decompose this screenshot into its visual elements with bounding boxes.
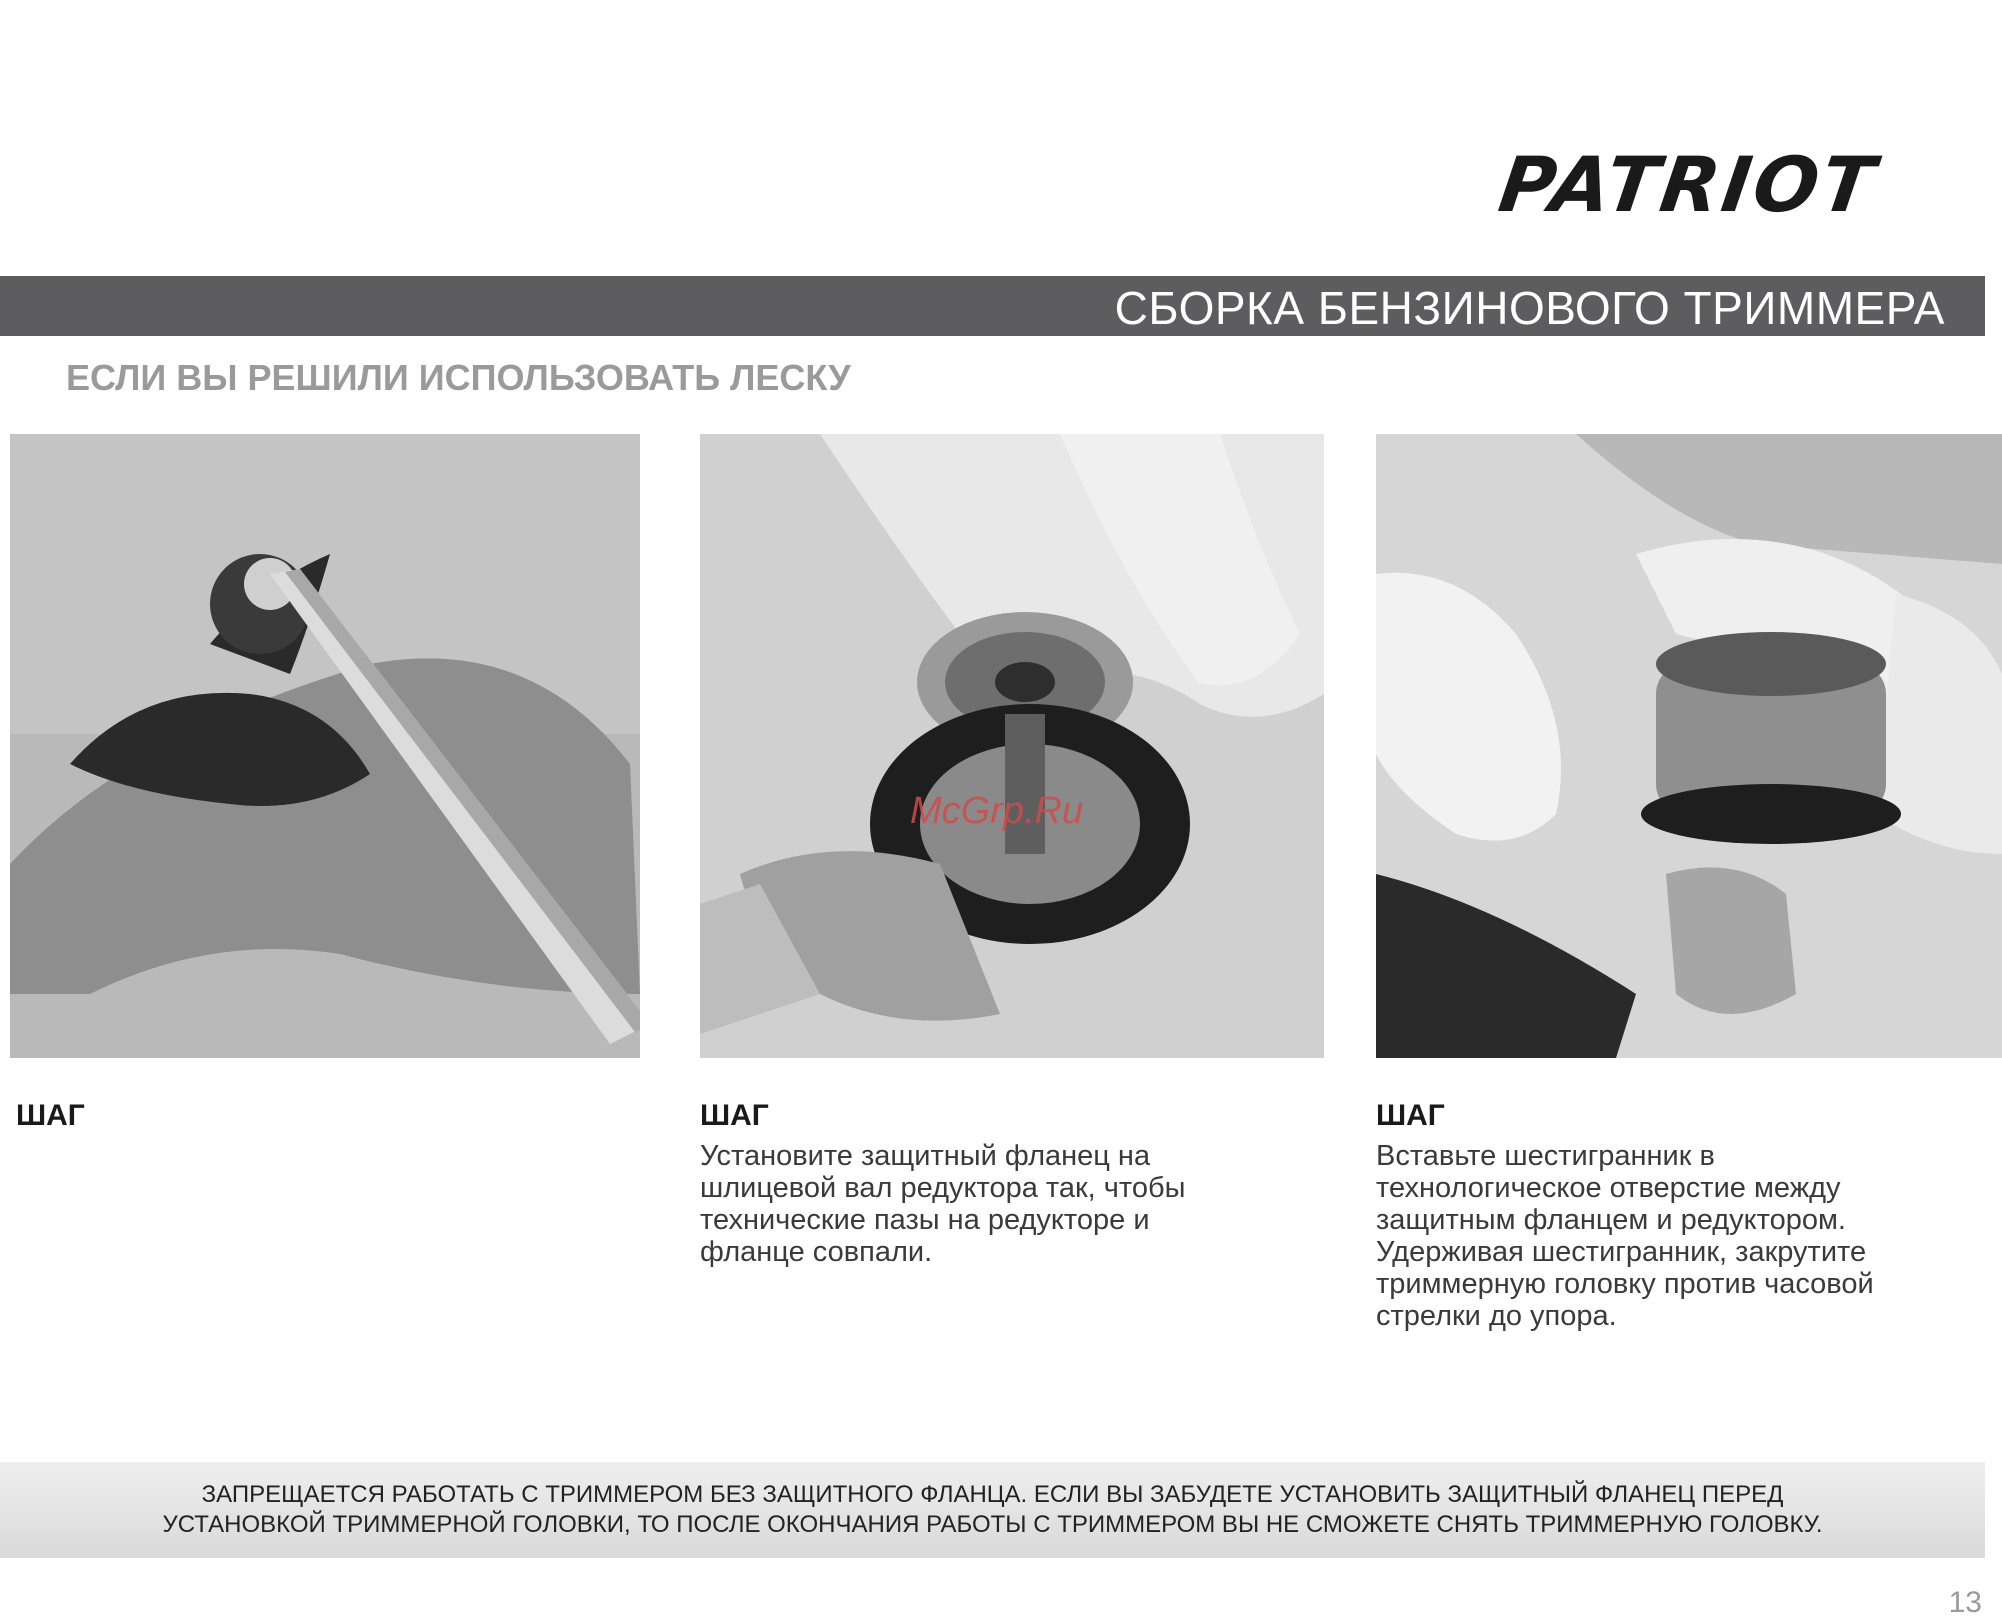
warning-text: ЗАПРЕЩАЕТСЯ РАБОТАТЬ С ТРИММЕРОМ БЕЗ ЗАЩИТНОГО ФЛАНЦА. ЕСЛИ ВЫ ЗАБУДЕТЕ УСТАНОВИТЬ ЗАЩИТНЫЙ ФЛАНЕЦ ПЕРЕД УСТАНОВКОЙ ТРИММЕРНОЙ ГОЛОВКИ, ТО ПОСЛЕ ОКОНЧАНИЯ РАБОТЫ С ТРИММЕРОМ ВЫ НЕ СМОЖЕТЕ СНЯТЬ ТРИММЕРНУЮ ГОЛОВКУ. (162, 1481, 1823, 1538)
photo-step-1-image (10, 434, 640, 1058)
step-label: ШАГ (16, 1099, 85, 1132)
patriot-logo: PATRIOT (1493, 140, 1883, 229)
photo-step-2-image (700, 434, 1324, 1058)
page-number: 13 (1948, 1586, 1982, 1619)
page-title: СБОРКА БЕНЗИНОВОГО ТРИММЕРА (1114, 282, 1945, 334)
section-title-bar (0, 276, 1985, 336)
step-description: Установите защитный фланец на шлицевой вал редуктора так, чтобы технические пазы на редукторе и фланце совпали. (700, 1140, 1186, 1268)
section-subtitle: ЕСЛИ ВЫ РЕШИЛИ ИСПОЛЬЗОВАТЬ ЛЕСКУ (66, 357, 851, 398)
warning-banner (0, 1462, 1985, 1558)
photo-step-2 (700, 434, 1324, 1058)
photo-step-3 (1376, 434, 2002, 1058)
photo-step-3-image (1376, 434, 2002, 1058)
step-2 (700, 1096, 1300, 1268)
step-3 (1376, 1096, 1976, 1332)
step-1 (16, 1096, 616, 1140)
step-label: ШАГ (1376, 1099, 1445, 1132)
step-label: ШАГ (700, 1099, 769, 1132)
watermark-text: McGrp.Ru (910, 790, 1084, 832)
step-description: Вставьте шестигранник в технологическое отверстие между защитным фланцем и редуктором. Удерживая шестигранник, закрутите триммерную головку против часовой стрелки до упора. (1376, 1140, 1874, 1332)
photo-step-1 (10, 434, 640, 1058)
